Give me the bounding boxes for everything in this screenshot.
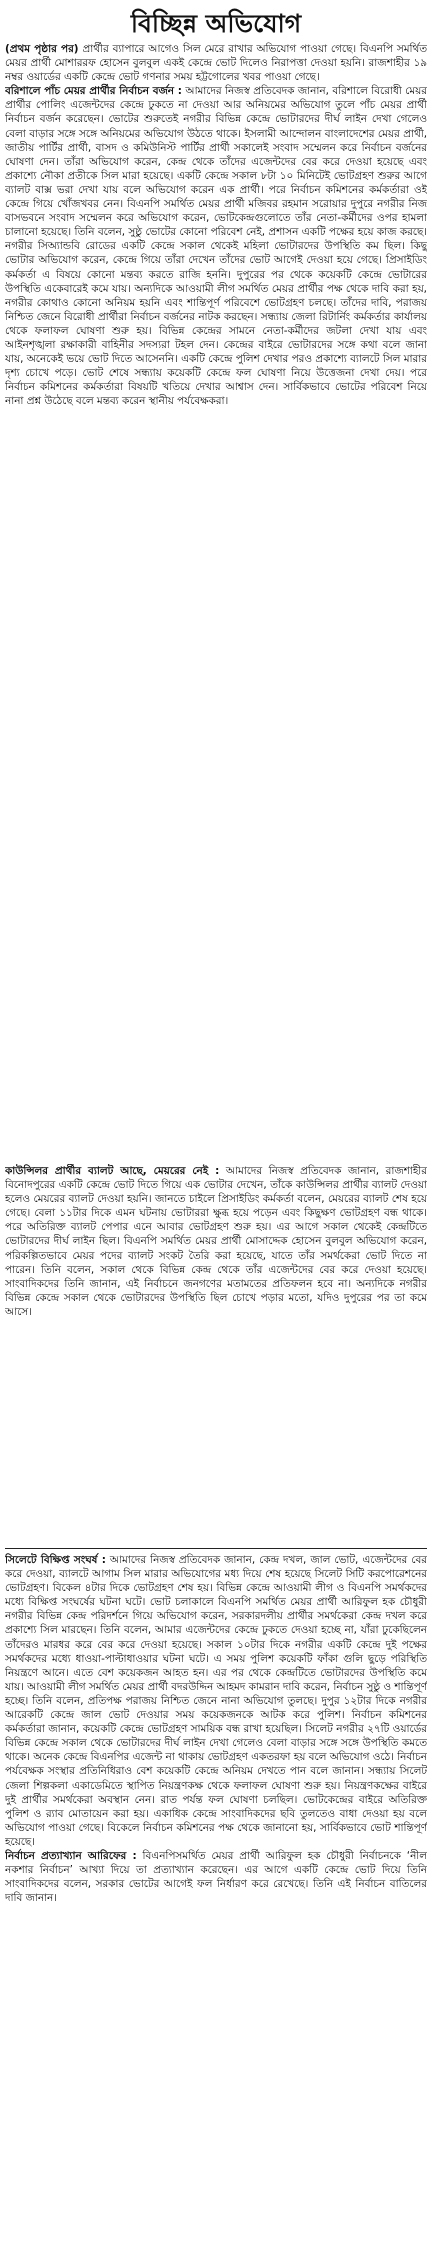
ballot-subhead: কাউন্সিলর প্রার্থীর ব্যালট আছে, মেয়রের নেই : <box>5 1165 220 1177</box>
article-part-3 <box>5 1553 427 2253</box>
headline: বিচ্ছিন্ন অভিযোগ <box>130 9 302 38</box>
barishal-section <box>5 84 427 408</box>
article-part-1 <box>5 42 427 1164</box>
barishal-text: আমাদের নিজস্ব প্রতিবেদক জানান, বরিশালে বিরোধী মেয়র প্রার্থীর পোলিং এজেন্টদের কেন্দ্রে ঢুকতে না দেওয়া আর অনিয়মের অভিযোগ তুলে পাঁচ মেয়র প্রার্থী নির্বাচন বর্জন করেছেন। ভোটের শুরুতেই নগরীর বিভিন্ন কেন্দ্রে ভোটারদের দীর্ঘ লাইন দেখা গেলেও বেলা বাড়ার সঙ্গে সঙ্গে অনিয়মের অভিযোগ উঠতে থাকে। ইসলামী আন্দোলন বাংলাদেশের মেয়র প্রার্থী, জাতীয় পার্টির প্রার্থী, বাসদ ও কমিউনিস্ট পার্টির প্রার্থী সকালেই সংবাদ সম্মেলন করে নির্বাচন বর্জনের ঘোষণা দেন। তাঁরা অভিযোগ করেন, কেন্দ্র থেকে তাঁদের এজেন্টদের বের করে দেওয়া হয়েছে এবং প্রকাশ্যে নৌকা প্রতীকে সিল মারা হয়েছে। একটি কেন্দ্রে সকাল ৮টা ১০ মিনিটেই ভোটগ্রহণ শুরুর আগে ব্যালট বাক্স ভরা দেখা যায় বলে অভিযোগ করেন এক প্রার্থী। পরে নির্বাচন কমিশনের কর্মকর্তারা ওই কেন্দ্রে গিয়ে খোঁজখবর নেন। বিএনপি সমর্থিত মেয়র প্রার্থী মজিবর রহমান সরোয়ার দুপুরে নগরীর নিজ বাসভবনে সংবাদ সম্মেলন করে অভিযোগ করেন, ভোটকেন্দ্রগুলোতে তাঁর নেতা-কর্মীদের ওপর হামলা চালানো হয়েছে। তিনি বলেন, সুষ্ঠু ভোটের কোনো পরিবেশ নেই, প্রশাসন একটি পক্ষের হয়ে কাজ করছে। নগরীর সিঅ্যান্ডবি রোডের একটি কেন্দ্রে সকাল থেকেই মহিলা ভোটারদের উপস্থিতি কম ছিল। কিছু ভোটার অভিযোগ করেন, কেন্দ্রে গিয়ে তাঁরা দেখেন তাঁদের ভোট আগেই দেওয়া হয়ে গেছে। প্রিসাইডিং কর্মকর্তা এ বিষয়ে কোনো মন্তব্য করতে রাজি হননি। দুপুরের পর থেকে কয়েকটি কেন্দ্রে ভোটারের উপস্থিতি একেবারেই কমে যায়। অন্যদিকে আওয়ামী লীগ সমর্থিত মেয়র প্রার্থীর পক্ষ থেকে দাবি করা হয়, নগরীর কোথাও কোনো অনিয়ম হয়নি এবং শান্তিপূর্ণ পরিবেশে ভোটগ্রহণ চলছে। তাঁদের দাবি, পরাজয় নিশ্চিত জেনে বিরোধী প্রার্থীরা নির্বাচন বর্জনের নাটক করছেন। সন্ধ্যায় জেলা রিটার্নিং কর্মকর্তার কার্যালয় থেকে ফলাফল ঘোষণা শুরু হয়। বিভিন্ন কেন্দ্রের সামনে নেতা-কর্মীদের জটলা দেখা যায় এবং আইনশৃঙ্খলা রক্ষাকারী বাহিনীর সদস্যরা টহল দেন। কেন্দ্রের বাইরে ভোটারদের সঙ্গে কথা বলে জানা যায়, অনেকেই ভয়ে ভোট দিতে আসেননি। একটি কেন্দ্রে পুলিশ দেখার পরও প্রকাশ্যে ব্যালটে সিল মারার দৃশ্য চোখে পড়ে। ভোট শেষে সন্ধ্যায় কয়েকটি কেন্দ্রে ফল ঘোষণা নিয়ে উত্তেজনা দেখা দেয়। পরে নির্বাচন কমিশনের কর্মকর্তারা বিষয়টি খতিয়ে দেখার আশ্বাস দেন। সার্বিকভাবে ভোটের পরিবেশ নিয়ে নানা প্রশ্ন উঠেছে বলে মন্তব্য করেন স্থানীয় পর্যবেক্ষকরা। <box>5 85 427 408</box>
article-part-2 <box>5 1164 427 1544</box>
arif-section <box>5 1849 427 1905</box>
barishal-subhead: বরিশালে পাঁচ মেয়র প্রার্থীর নির্বাচন বর্জন : <box>5 85 182 98</box>
sylhet-subhead: সিলেটে বিক্ষিপ্ত সংঘর্ষ : <box>5 1554 106 1566</box>
arif-text: বিএনপিসমর্থিত মেয়র প্রার্থী আরিফুল হক চৌধুরী নির্বাচনকে ‘নীল নকশার নির্বাচন’ আখ্যা দিয়ে তা প্রত্যাখ্যান করেছেন। এর আগে একটি কেন্দ্রে ভোট দিয়ে তিনি সাংবাদিকদের বলেন, সরকার ভোটের আগেই ফল নির্ধারণ করে রেখেছে। তিনি এই নির্বাচন বাতিলের দাবি জানান। <box>5 1849 427 1905</box>
arif-subhead: নির্বাচন প্রত্যাখ্যান আরিফের : <box>5 1849 137 1862</box>
sylhet-text: আমাদের নিজস্ব প্রতিবেদক জানান, কেন্দ্র দখল, জাল ভোট, এজেন্টদের বের করে দেওয়া, ব্যালটে আগাম সিল মারার অভিযোগের মধ্য দিয়ে শেষ হয়েছে সিলেট সিটি করপোরেশনের ভোটগ্রহণ। বিকেল ৪টার দিকে ভোটগ্রহণ শেষ হয়। বিভিন্ন কেন্দ্রে আওয়ামী লীগ ও বিএনপি সমর্থকদের মধ্যে বিক্ষিপ্ত সংঘর্ষের ঘটনা ঘটে। ভোট চলাকালে বিএনপি সমর্থিত মেয়র প্রার্থী আরিফুল হক চৌধুরী নগরীর বিভিন্ন কেন্দ্র পরিদর্শনে গিয়ে অভিযোগ করেন, সরকারদলীয় প্রার্থীর সমর্থকেরা কেন্দ্র দখল করে প্রকাশ্যে সিল মারছেন। তিনি বলেন, আমার এজেন্টদের কেন্দ্রে ঢুকতে দেওয়া হচ্ছে না, যাঁরা ঢুকেছিলেন তাঁদেরও মারধর করে বের করে দেওয়া হয়েছে। সকাল ১০টার দিকে নগরীর একটি কেন্দ্রে দুই পক্ষের সমর্থকদের মধ্যে ধাওয়া-পাল্টাধাওয়ার ঘটনা ঘটে। এ সময় পুলিশ কয়েকটি ফাঁকা গুলি ছুড়ে পরিস্থিতি নিয়ন্ত্রণে আনে। এতে বেশ কয়েকজন আহত হন। এর পর থেকে কেন্দ্রটিতে ভোটারদের উপস্থিতি কমে যায়। আওয়ামী লীগ সমর্থিত মেয়র প্রার্থী বদরউদ্দিন আহমদ কামরান দাবি করেন, নির্বাচন সুষ্ঠু ও শান্তিপূর্ণ হচ্ছে। তিনি বলেন, প্রতিপক্ষ পরাজয় নিশ্চিত জেনে নানা অভিযোগ তুলছে। দুপুর ১২টার দিকে নগরীর আরেকটি কেন্দ্রে জাল ভোট দেওয়ার সময় কয়েকজনকে আটক করে পুলিশ। নির্বাচন কমিশনের কর্মকর্তারা জানান, কয়েকটি কেন্দ্রে ভোটগ্রহণ সাময়িক বন্ধ রাখা হয়েছিল। সিলেট নগরীর ২৭টি ওয়ার্ডের বিভিন্ন কেন্দ্রে সকাল থেকে ভোটারদের দীর্ঘ লাইন দেখা গেলেও বেলা বাড়ার সঙ্গে সঙ্গে উপস্থিতি কমতে থাকে। অনেক কেন্দ্রে বিএনপির এজেন্ট না থাকায় ভোটগ্রহণ একতরফা হয় বলে অভিযোগ ওঠে। নির্বাচন পর্যবেক্ষক সংস্থার প্রতিনিধিরাও বেশ কয়েকটি কেন্দ্রে অনিয়ম দেখতে পান বলে জানান। সন্ধ্যায় সিলেট জেলা শিল্পকলা একাডেমিতে স্থাপিত নিয়ন্ত্রণকক্ষ থেকে ফলাফল ঘোষণা শুরু হয়। নিয়ন্ত্রণকক্ষের বাইরে দুই প্রার্থীর সমর্থকেরা অবস্থান নেন। রাত পর্যন্ত ফল ঘোষণা চলছিল। ভোটকেন্দ্রের বাইরে অতিরিক্ত পুলিশ ও র‍্যাব মোতায়েন করা হয়। একাধিক কেন্দ্রে সাংবাদিকদের ছবি তুলতেও বাধা দেওয়া হয় বলে অভিযোগ পাওয়া গেছে। বিকেলে নির্বাচন কমিশনের পক্ষ থেকে জানানো হয়, সার্বিকভাবে ভোট শান্তিপূর্ণ হয়েছে। <box>5 1554 427 1848</box>
section-divider <box>5 1548 427 1549</box>
lead-text: প্রার্থীর ব্যাপারে আগেও সিল মেরে রাখার অভিযোগ পাওয়া গেছে। বিএনপি সমর্থিত মেয়র প্রার্থী মোশাররফ হোসেন বুলবুল একই কেন্দ্রে ভোট দিলেও নিরাপত্তা দেওয়া হয়নি। রাজশাহীর ১৯ নম্বর ওয়ার্ডের একটি কেন্দ্রে ভোট গণনার সময় হট্টগোলের খবর পাওয়া গেছে। <box>5 43 427 84</box>
ballot-text: আমাদের নিজস্ব প্রতিবেদক জানান, রাজশাহীর বিনোদপুরের একটি কেন্দ্রে ভোট দিতে গিয়ে এক ভোটার দেখেন, তাঁকে কাউন্সিলর প্রার্থীর ব্যালট দেওয়া হলেও মেয়রের ব্যালট দেওয়া হয়নি। জানতে চাইলে প্রিসাইডিং কর্মকর্তা বলেন, মেয়রের ব্যালট শেষ হয়ে গেছে। বেলা ১১টার দিকে এমন ঘটনায় ভোটাররা ক্ষুব্ধ হয়ে পড়েন এবং কিছুক্ষণ ভোটগ্রহণ বন্ধ থাকে। পরে অতিরিক্ত ব্যালট পেপার এনে আবার ভোটগ্রহণ শুরু হয়। এর আগে সকাল থেকেই কেন্দ্রটিতে ভোটারদের দীর্ঘ লাইন ছিল। বিএনপি সমর্থিত মেয়র প্রার্থী মোসাদ্দেক হোসেন বুলবুল অভিযোগ করেন, পরিকল্পিতভাবে মেয়র পদের ব্যালট সংকট তৈরি করা হয়েছে, যাতে তাঁর সমর্থকেরা ভোট দিতে না পারেন। তিনি বলেন, সকাল থেকে বিভিন্ন কেন্দ্র থেকে তাঁর এজেন্টদের বের করে দেওয়া হয়েছে। সাংবাদিকদের তিনি জানান, এই নির্বাচনে জনগণের মতামতের প্রতিফলন হবে না। অন্যদিকে নগরীর বিভিন্ন কেন্দ্রে সকাল থেকে ভোটারদের উপস্থিতি ছিল চোখে পড়ার মতো, যদিও দুপুরের পর তা কমে আসে। <box>5 1165 427 1318</box>
sylhet-section <box>5 1553 427 1849</box>
ballot-section <box>5 1164 427 1319</box>
lead-paragraph <box>5 42 427 84</box>
dateline: (প্রথম পৃষ্ঠার পর) <box>5 43 79 55</box>
